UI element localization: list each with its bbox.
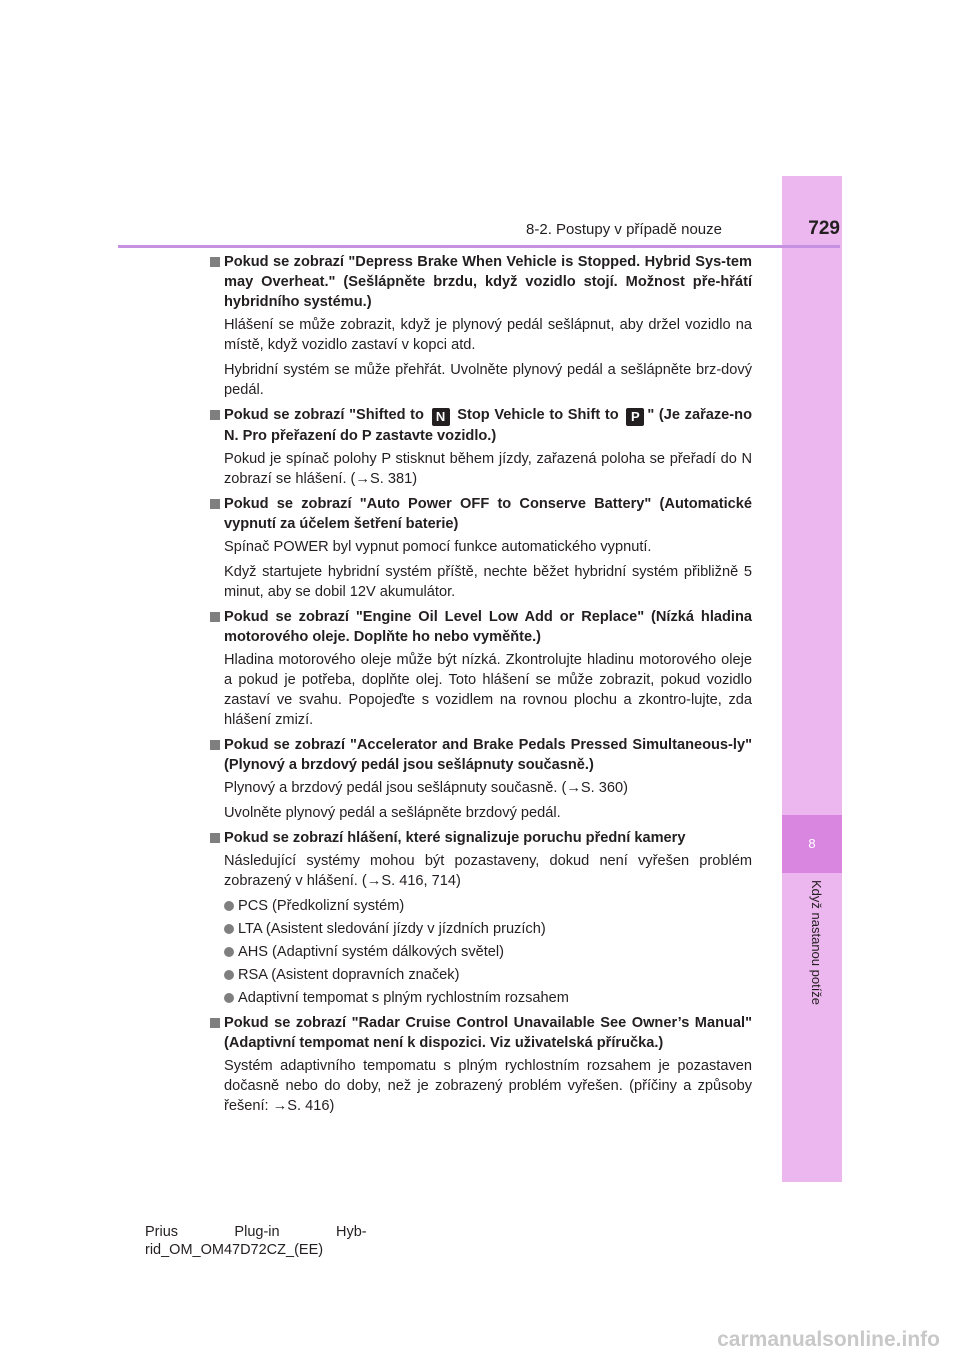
section-title: 8-2. Postupy v případě nouze: [526, 221, 722, 238]
header-divider: [118, 245, 840, 248]
paragraph: Plynový a brzdový pedál jsou sešlápnuty současně. (→S. 360): [224, 780, 628, 796]
page-header: [118, 218, 840, 244]
gear-n-icon: N: [432, 408, 450, 426]
square-bullet-icon: [210, 740, 220, 750]
list-item: RSA (Asistent dopravních značek): [210, 965, 752, 985]
section-heading: Pokud se zobrazí "Auto Power OFF to Conserve Battery" (Automatické vypnutí za účelem šetření baterie): [210, 494, 752, 534]
round-bullet-icon: [224, 993, 234, 1003]
footer-line: Prius Plug-in Hyb-: [145, 1224, 367, 1240]
square-bullet-icon: [210, 833, 220, 843]
message-section: [210, 828, 752, 1008]
section-heading: Pokud se zobrazí "Depress Brake When Vehicle is Stopped. Hybrid Sys-tem may Overheat." (Sešlápněte brzdu, když vozidlo stojí. Možnost pře-hřátí hybridního systému.): [210, 252, 752, 312]
section-heading: Pokud se zobrazí hlášení, které signalizuje poruchu přední kamery: [210, 828, 752, 848]
square-bullet-icon: [210, 1018, 220, 1028]
page-content: [210, 252, 752, 1121]
gear-p-icon: P: [626, 408, 644, 426]
section-heading: Pokud se zobrazí "Shifted to N Stop Vehicle to Shift to P " (Je zařaze-no N. Pro přeřazení do P zastavte vozidlo.): [210, 405, 752, 446]
message-section: [210, 1013, 752, 1116]
round-bullet-icon: [224, 947, 234, 957]
paragraph: Spínač POWER byl vypnut pomocí funkce automatického vypnutí.: [224, 539, 652, 555]
page-number: 729: [808, 218, 840, 239]
paragraph: Následující systémy mohou být pozastaveny, dokud není vyřešen problém zobrazený v hlášení. (→S. 416, 714): [224, 853, 752, 889]
section-heading: Pokud se zobrazí "Radar Cruise Control Unavailable See Owner’s Manual" (Adaptivní tempomat není k dispozici. Viz uživatelská příručka.): [210, 1013, 752, 1053]
paragraph: Pokud je spínač polohy P stisknut během jízdy, zařazená poloha se přeřadí do N zobrazí se hlášení. (→S. 381): [224, 451, 752, 487]
paragraph: Systém adaptivního tempomatu s plným rychlostním rozsahem je pozastaven dočasně nebo do doby, než je zobrazený problém vyřešen. (příčiny a způsoby řešení: →S. 416): [224, 1058, 752, 1114]
list-item: AHS (Adaptivní systém dálkových světel): [210, 942, 752, 962]
paragraph: Uvolněte plynový pedál a sešlápněte brzdový pedál.: [224, 805, 561, 821]
message-section: [210, 607, 752, 730]
page-footer: [145, 1223, 367, 1259]
message-section: [210, 252, 752, 400]
square-bullet-icon: [210, 410, 220, 420]
footer-line: rid_OM_OM47D72CZ_(EE): [145, 1242, 324, 1258]
watermark: carmanualsonline.info: [717, 1328, 940, 1351]
message-section: [210, 735, 752, 823]
section-heading: Pokud se zobrazí "Accelerator and Brake Pedals Pressed Simultaneous-ly" (Plynový a brzdový pedál jsou sešlápnuty současně.): [210, 735, 752, 775]
list-item: Adaptivní tempomat s plným rychlostním rozsahem: [210, 988, 752, 1008]
list-item: LTA (Asistent sledování jízdy v jízdních pruzích): [210, 919, 752, 939]
round-bullet-icon: [224, 901, 234, 911]
paragraph: Hybridní systém se může přehřát. Uvolněte plynový pedál a sešlápněte brz-dový pedál.: [224, 362, 752, 398]
list-item: PCS (Předkolizní systém): [210, 896, 752, 916]
square-bullet-icon: [210, 499, 220, 509]
square-bullet-icon: [210, 257, 220, 267]
message-section: [210, 405, 752, 489]
round-bullet-icon: [224, 924, 234, 934]
paragraph: Hladina motorového oleje může být nízká. Zkontrolujte hladinu motorového oleje a pokud je potřeba, doplňte olej. Toto hlášení se může zobrazit, pokud vozidlo zastaví ve svahu. Popojeďte s vozidlem na rovnou plochu a zkontro-lujte, zda hlášení zmizí.: [224, 652, 752, 728]
paragraph: Když startujete hybridní systém příště, nechte běžet hybridní systém přibližně 5 minut, aby se dobil 12V akumulátor.: [224, 564, 752, 600]
square-bullet-icon: [210, 612, 220, 622]
chapter-title: Když nastanou potíže: [809, 880, 824, 1006]
section-heading: Pokud se zobrazí "Engine Oil Level Low Add or Replace" (Nízká hladina motorového oleje. Doplňte ho nebo vyměňte.): [210, 607, 752, 647]
round-bullet-icon: [224, 970, 234, 980]
message-section: [210, 494, 752, 602]
paragraph: Hlášení se může zobrazit, když je plynový pedál sešlápnut, aby držel vozidlo na místě, když vozidlo zastaví v kopci atd.: [224, 317, 752, 353]
chapter-number: 8: [782, 815, 842, 873]
chapter-side-tab: [782, 176, 842, 1182]
